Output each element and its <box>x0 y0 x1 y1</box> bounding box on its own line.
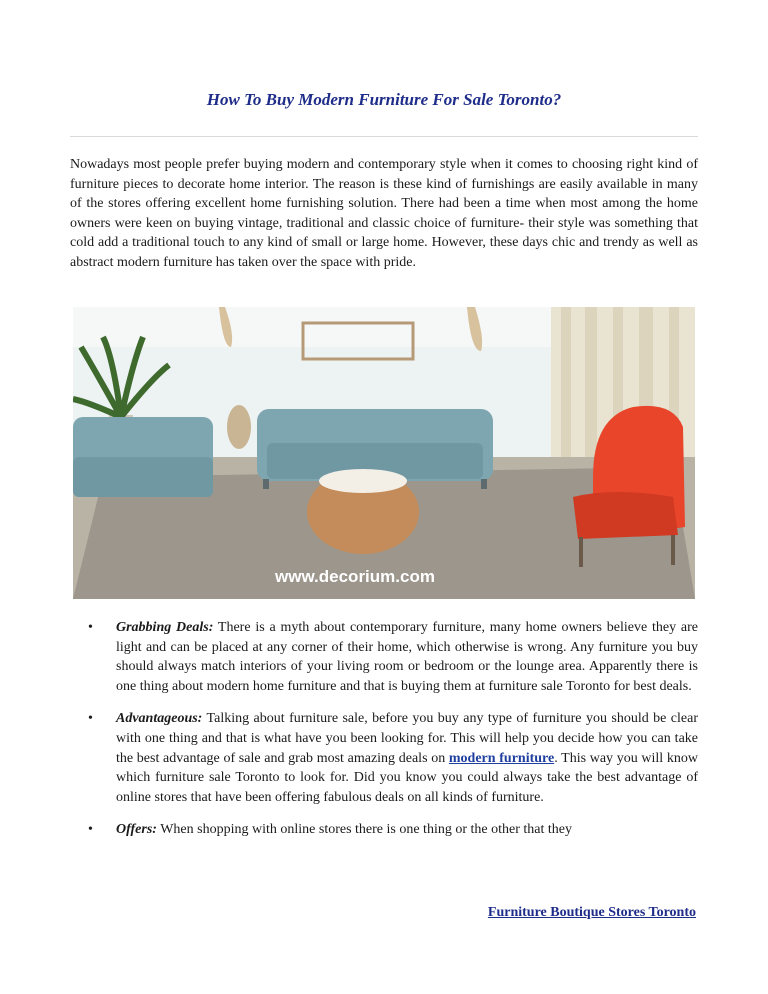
bullet-marker: • <box>88 620 93 635</box>
living-room-photo <box>73 307 695 599</box>
bullet-text: Talking about furniture sale, before you buy any type of furniture you should be clear with one thing and that is what have you been looking for. This will help you decide how you can take the best advantage of sale and grab most amazing deals on <box>116 711 698 766</box>
list-item <box>70 618 698 696</box>
bullet-marker: • <box>88 711 93 727</box>
bullet-term: Grabbing Deals: <box>116 620 214 635</box>
bullet-term: Offers: <box>116 822 157 838</box>
modern-furniture-link[interactable]: modern furniture <box>448 750 555 766</box>
vase <box>227 405 251 449</box>
bullet-term: Advantageous: <box>116 711 203 727</box>
bullet-text: . This way you will know which furniture sale Toronto to look for. Did you know you could always take the best advantage of online stores that have been offering fabulous deals on all kinds of furniture. <box>116 750 698 805</box>
bullet-text: When shopping with online stores there is one thing or the other that they <box>156 822 572 838</box>
title-divider <box>70 136 698 137</box>
intro-paragraph: Nowadays most people prefer buying modern and contemporary style when it comes to choosing right kind of furniture pieces to decorate home interior. The reason is these kind of furnishings are easily available in many of the stores offering excellent home furnishing solution. There had been a time when most among the home owners were keen on buying vintage, traditional and classic choice of furniture- their style was something that cold add a traditional touch to any kind of small or large home. However, these days chic and trendy as well as abstract modern furniture has taken over the space with pride. <box>70 157 698 270</box>
article-title: How To Buy Modern Furniture For Sale Toronto? <box>206 90 562 109</box>
list-item <box>70 820 698 839</box>
photo-watermark: www.decorium.com <box>275 567 435 586</box>
bullet-text: There is a myth about contemporary furniture, many home owners believe they are light and can be placed at any corner of their home, which otherwise is wrong. Any furniture you buy should always match interiors of your living room or bedroom or the lounge area. Apparently there is one thing about modern home furniture and that is buying them at furniture sale Toronto for best deals. <box>116 620 698 694</box>
bullet-marker: • <box>88 822 93 838</box>
list-item <box>70 709 698 807</box>
feature-list <box>70 618 698 839</box>
footer-link[interactable]: Furniture Boutique Stores Toronto <box>487 905 696 920</box>
